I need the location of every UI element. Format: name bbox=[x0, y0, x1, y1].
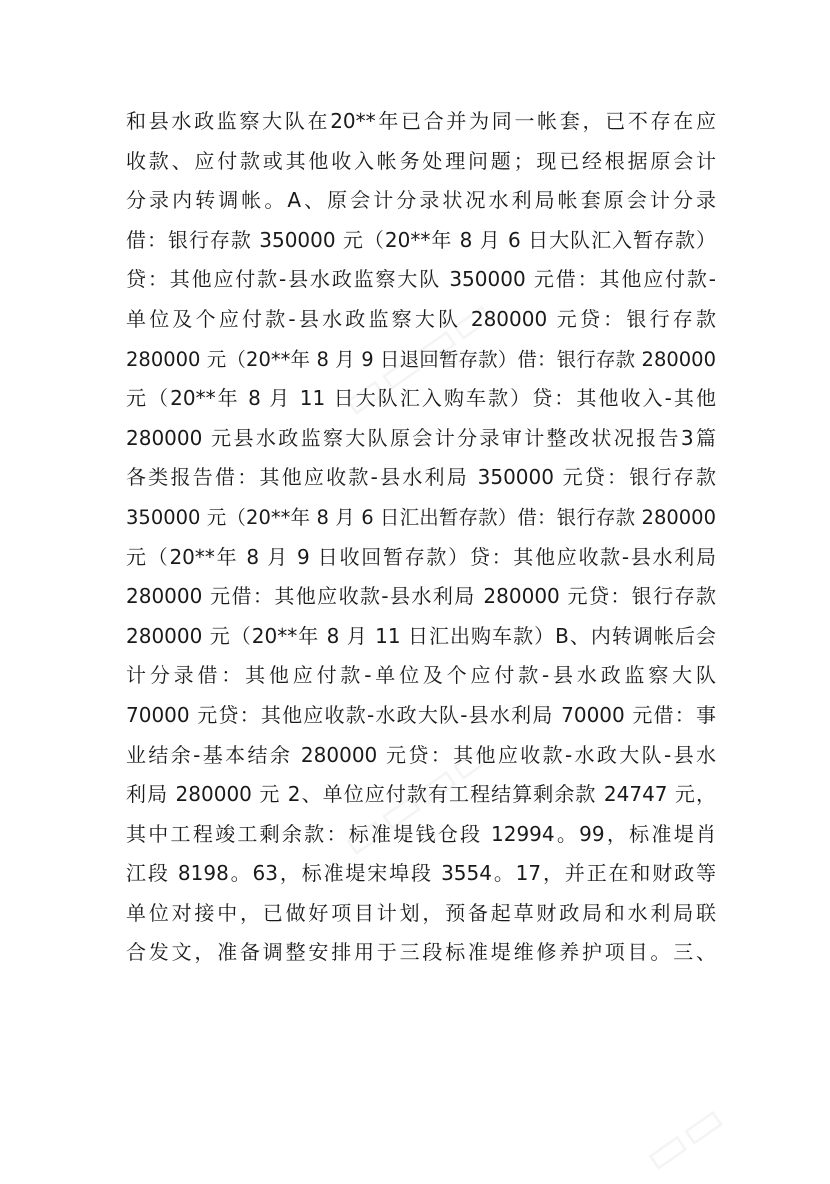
text-line: 280000 元县水政监察大队原会计分录审计整改状况报告3篇 bbox=[126, 425, 716, 450]
text-line: 利局 280000 元 2、单位应付款有工程结算剩余款 24747 元， bbox=[126, 782, 716, 807]
text-line: 江段 8198。63，标准堤宋埠段 3554。17，并正在和财政等 bbox=[126, 861, 716, 886]
text-line: 元（20**年 8 月 9 日收回暂存款）贷：其他应收款-县水利局 bbox=[126, 544, 716, 569]
text-line: 70000 元贷：其他应收款-水政大队-县水利局 70000 元借：事 bbox=[126, 702, 716, 727]
text-line: 280000 元（20**年 8 月 9 日退回暂存款）借：银行存款 280000 bbox=[126, 347, 716, 371]
watermark: ▭▭▭▭ bbox=[330, 725, 504, 869]
text-line: 350000 元（20**年 8 月 6 日汇出暂存款）借：银行存款 280000 bbox=[126, 505, 716, 529]
text-line: 其中工程竣工剩余款：标准堤钱仓段 12994。99，标准堤肖 bbox=[126, 821, 716, 846]
text-line: 计分录借：其他应付款-单位及个应付款-县水政监察大队 bbox=[126, 663, 716, 688]
text-line: 和县水政监察大队在20**年已合并为同一帐套，已不存在应 bbox=[126, 109, 716, 133]
watermark: ▭▭▭▭ bbox=[330, 285, 504, 429]
text-line: 合发文，准备调整安排用于三段标准堤维修养护项目。三、 bbox=[126, 940, 716, 965]
text-line: 元（20**年 8 月 11 日大队汇入购车款）贷：其他收入-其他 bbox=[126, 386, 716, 411]
text-line: 借：银行存款 350000 元（20**年 8 月 6 日大队汇入暂存款） bbox=[126, 227, 716, 252]
text-line: 收款、应付款或其他收入帐务处理问题；现已经根据原会计 bbox=[126, 148, 716, 173]
watermark: ▭▭ bbox=[632, 1089, 735, 1184]
text-line: 各类报告借：其他应收款-县水利局 350000 元贷：银行存款 bbox=[126, 465, 716, 490]
body-text bbox=[126, 102, 716, 973]
text-line: 业结余-基本结余 280000 元贷：其他应收款-水政大队-县水 bbox=[126, 742, 716, 767]
text-line: 单位及个应付款-县水政监察大队 280000 元贷：银行存款 bbox=[126, 306, 716, 331]
text-line: 280000 元借：其他应收款-县水利局 280000 元贷：银行存款 bbox=[126, 584, 716, 609]
text-line: 贷：其他应付款-县水政监察大队 350000 元借：其他应付款- bbox=[126, 267, 716, 292]
text-line: 280000 元（20**年 8 月 11 日汇出购车款）B、内转调帐后会 bbox=[126, 623, 716, 648]
text-line: 分录内转调帐。A、原会计分录状况水利局帐套原会计分录 bbox=[126, 188, 716, 213]
text-line: 单位对接中，已做好项目计划，预备起草财政局和水利局联 bbox=[126, 900, 716, 925]
